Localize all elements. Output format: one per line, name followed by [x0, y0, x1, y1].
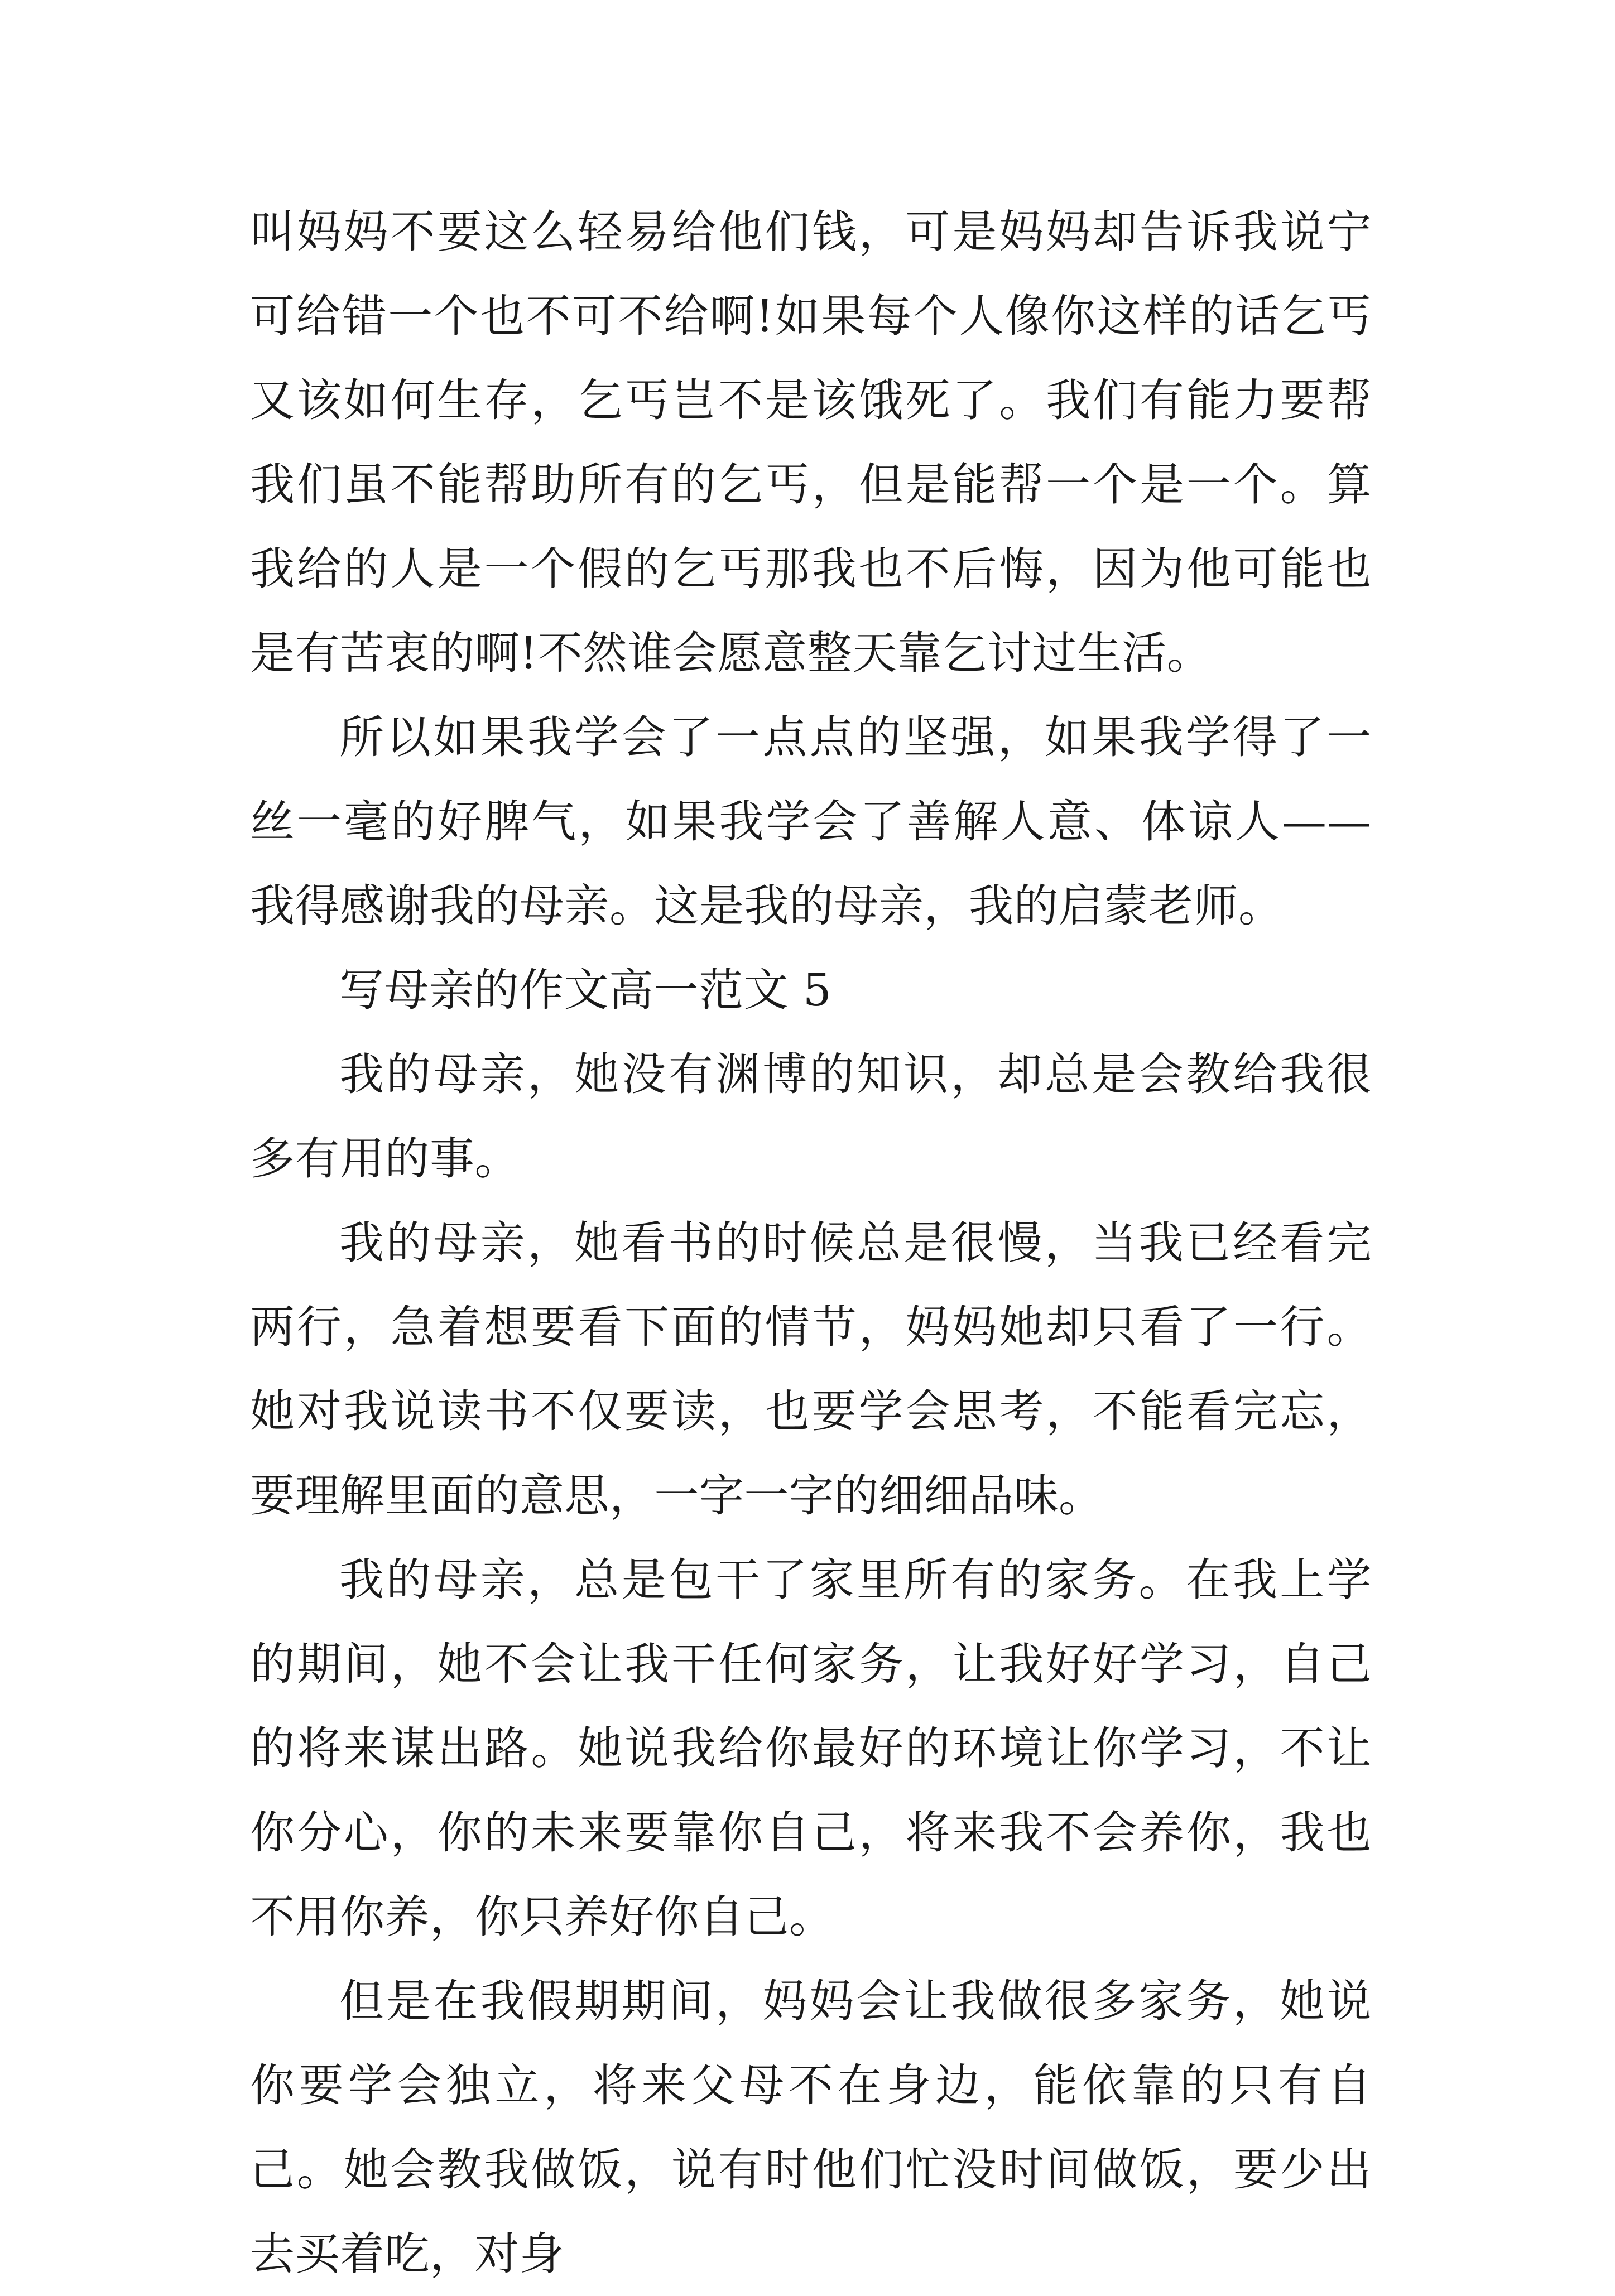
document-page	[250, 0, 1372, 2284]
paragraph: 我的母亲，总是包干了家里所有的家务。在我上学的期间，她不会让我干任何家务，让我好好学习，自己的将来谋出路。她说我给你最好的环境让你学习，不让你分心，你的未来要靠你自己，将来我不会养你，我也不用你养，你只养好你自己。	[250, 1554, 1372, 1943]
section-heading: 写母亲的作文高一范文 5	[339, 964, 832, 1016]
paragraph-conclusion: 所以如果我学会了一点点的坚强，如果我学得了一丝一毫的好脾气，如果我学会了善解人意、体谅人——我得感谢我的母亲。这是我的母亲，我的启蒙老师。	[250, 711, 1372, 932]
paragraph-continuation: 叫妈妈不要这么轻易给他们钱，可是妈妈却告诉我说宁可给错一个也不可不给啊!如果每个人像你这样的话乞丐又该如何生存，乞丐岂不是该饿死了。我们有能力要帮我们虽不能帮助所有的乞丐，但是能帮一个是一个。算我给的人是一个假的乞丐那我也不后悔，因为他可能也是有苦衷的啊!不然谁会愿意整天靠乞讨过生活。	[250, 206, 1372, 679]
document-body	[250, 190, 1372, 2296]
paragraph: 我的母亲，她看书的时候总是很慢，当我已经看完两行，急着想要看下面的情节，妈妈她却只看了一行。她对我说读书不仅要读，也要学会思考，不能看完忘，要理解里面的意思，一字一字的细细品味。	[250, 1217, 1372, 1522]
paragraph: 我的母亲，她没有渊博的知识，却总是会教给我很多有用的事。	[250, 1048, 1372, 1185]
paragraph: 但是在我假期期间，妈妈会让我做很多家务，她说你要学会独立，将来父母不在身边，能依靠的只有自己。她会教我做饭，说有时他们忙没时间做饭，要少出去买着吃，对身	[250, 1975, 1372, 2280]
